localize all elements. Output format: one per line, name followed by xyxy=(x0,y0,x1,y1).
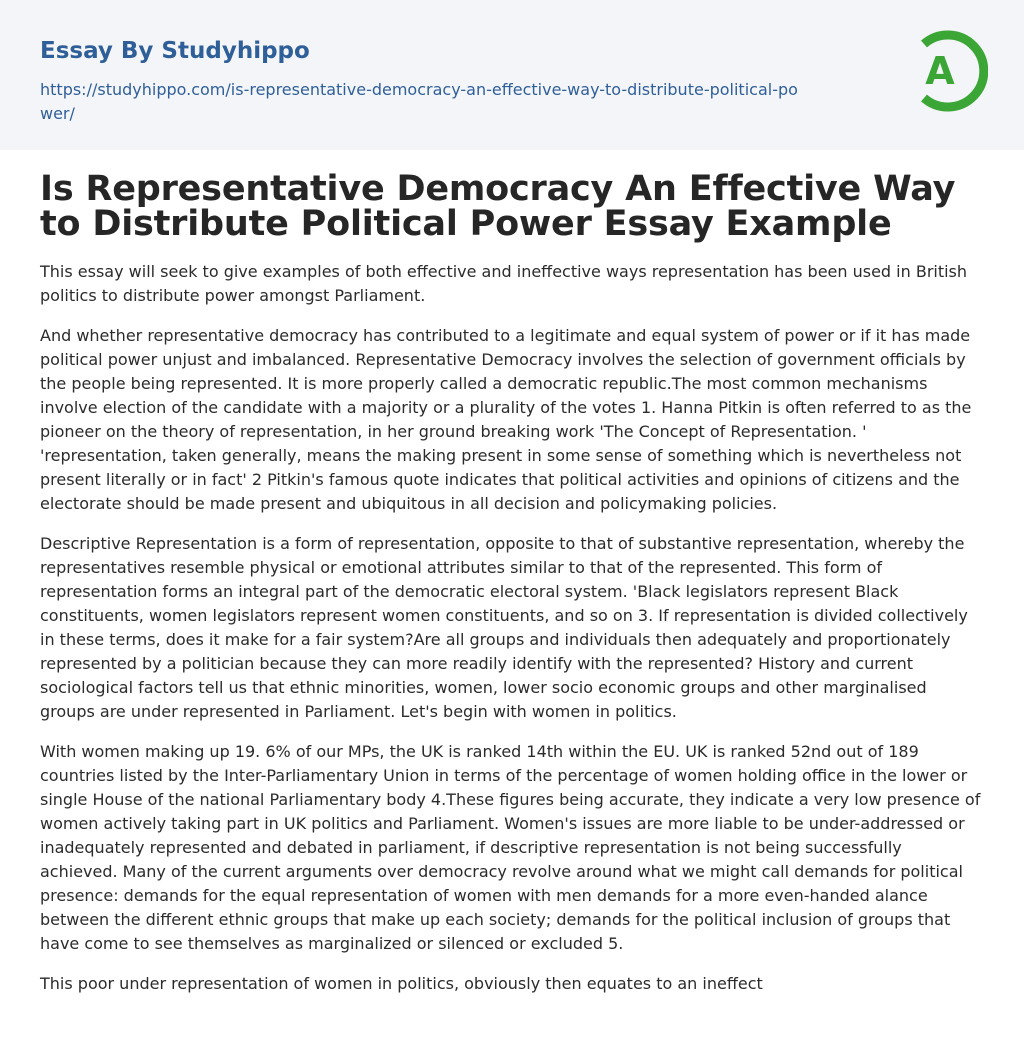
logo-letter: A xyxy=(925,49,955,93)
brand-name[interactable]: Essay By Studyhippo xyxy=(40,38,310,64)
source-url-link[interactable]: https://studyhippo.com/is-representative-democracy-an-effective-way-to-distribute-political-power/ xyxy=(40,80,798,123)
paragraph-5: This poor under representation of women in politics, obviously then equates to an ineffect xyxy=(40,974,763,993)
paragraph-2: And whether representative democracy has contributed to a legitimate and equal system of power or if it has made political power unjust and imbalanced. Representative Democracy involves the selection of government officials by the people being represented. It is more properly called a democratic republic.The most common mechanisms involve election of the candidate with a majority or a plurality of the votes 1. Hanna Pitkin is often referred to as the pioneer on the theory of representation, in her ground breaking work 'The Concept of Representation. ' 'representation, taken generally, means the making present in some sense of something which is nevertheless not present literally or in fact' 2 Pitkin's famous quote indicates that political activities and opinions of citizens and the electorate should be made present and ubiquitous in all decision and policymaking policies. xyxy=(40,326,972,513)
site-header xyxy=(0,0,1024,150)
paragraph-4: With women making up 19. 6% of our MPs, the UK is ranked 14th within the EU. UK is ranked 52nd out of 189 countries listed by the Inter-Parliamentary Union in terms of the percentage of women holding office in the lower or single House of the national Parliamentary body 4.These figures being accurate, they indicate a very low presence of women actively taking part in UK politics and Parliament. Women's issues are more liable to be under-addressed or inadequately represented and debated in parliament, if descriptive representation is not being successfully achieved. Many of the current arguments over democracy revolve around what we might call demands for political presence: demands for the equal representation of women with men demands for a more even-handed alance between the different ethnic groups that make up each society; demands for the political inclusion of groups that have come to see themselves as marginalized or silenced or excluded 5. xyxy=(40,742,981,953)
paragraph-3: Descriptive Representation is a form of representation, opposite to that of substantive representation, whereby the representatives resemble physical or emotional attributes similar to that of the represented. This form of representation forms an integral part of the democratic electoral system. 'Black legislators represent Black constituents, women legislators represent women constituents, and so on 3. If representation is divided collectively in these terms, does it make for a fair system?Are all groups and individuals then adequately and proportionately represented by a politician because they can more readily identify with the represented? History and current sociological factors tell us that ethnic minorities, women, lower socio economic groups and other marginalised groups are under represented in Parliament. Let's begin with women in politics. xyxy=(40,534,968,721)
page-title: Is Representative Democracy An Effective Way to Distribute Political Power Essay Example xyxy=(40,169,956,244)
article xyxy=(0,169,1024,996)
paragraph-1: This essay will seek to give examples of both effective and ineffective ways representation has been used in British politics to distribute power amongst Parliament. xyxy=(40,262,968,305)
studyhippo-logo-icon[interactable] xyxy=(912,28,988,116)
